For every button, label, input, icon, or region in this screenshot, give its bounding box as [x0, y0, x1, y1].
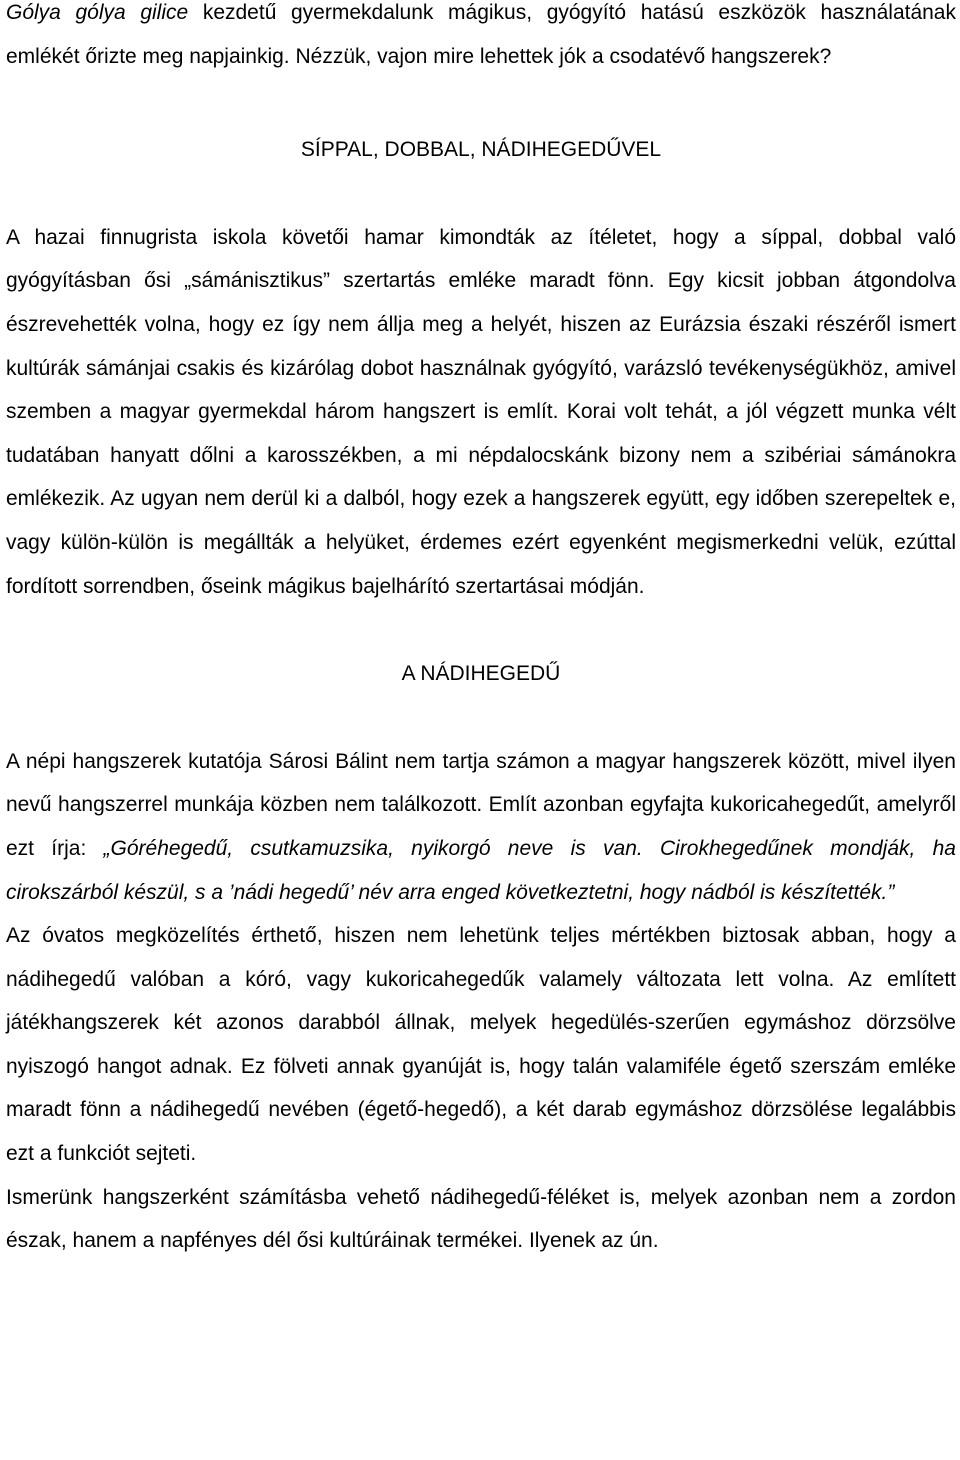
intro-text: kezdetű gyermekdalunk mágikus, gyógyító hatású eszközök használatának emlékét őrizte meg napjainkig. Nézzük, vajon mire lehettek jók a csodatévő hangszerek? [6, 1, 956, 68]
section2-paragraph-2: Az óvatos megközelítés érthető, hiszen nem lehetünk teljes mértékben biztosak abban, hogy a nádihegedű valóban a kóró, vagy kukoricahegedűk valamely változata lett volna. Az említett játékhangszerek két azonos darabból állnak, melyek hegedülés-szerűen egymáshoz dörzsölve nyiszogó hangot adnak. Ez fölveti annak gyanúját is, hogy talán valamiféle égető szerszám emléke maradt fönn a nádihegedű nevében (égető-hegedő), a két darab egymáshoz dörzsölése legalábbis ezt a funkciót sejteti. [6, 924, 956, 1166]
section2-p1-quote: „Góréhegedű, csutkamuzsika, nyikorgó neve is van. Cirokhegedűnek mondják, ha cirokszárból készül, s a ’nádi hegedű’ név arra enged következtetni, hogy nádból is készítették.” [6, 836, 956, 904]
song-title: Gólya gólya gilice [6, 1, 189, 24]
intro-paragraph [6, 0, 956, 78]
section-heading-sippal-dobbal: SÍPPAL, DOBBAL, NÁDIHEGEDŰVEL [300, 138, 662, 162]
section2-p1-text: A népi hangszerek kutatója Sárosi Bálint nem tartja számon a magyar hangszerek között, mivel ilyen nevű hangszerrel munkája közben nem találkozott. Említ azonban egyfajta kukoricahegedűt, amelyről ezt írja: [6, 749, 956, 860]
section-heading-nadihegedu: A NÁDIHEGEDŰ [401, 662, 561, 686]
document-page [6, 0, 956, 1263]
section2-paragraph-3: Ismerünk hangszerként számításba vehető nádihegedű-féléket is, melyek azonban nem a zordon észak, hanem a napfényes dél ősi kultúráinak termékei. Ilyenek az ún. [6, 1185, 956, 1253]
section2-paragraph-1 [6, 740, 956, 914]
section1-paragraph: A hazai finnugrista iskola követői hamar kimondták az ítéletet, hogy a síppal, dobbal való gyógyításban ősi „sámánisztikus” szertartás emléke maradt fönn. Egy kicsit jobban átgondolva észrevehették volna, hogy ez így nem állja meg a helyét, hiszen az Eurázsia északi részéről ismert kultúrák sámánjai csakis és kizárólag dobot használnak gyógyító, varázsló tevékenységükhöz, amivel szemben a magyar gyermekdal három hangszert is említ. Korai volt tehát, a jól végzett munka vélt tudatában hanyatt dőlni a karosszékben, a mi népdalocskánk bizony nem a szibériai sámánokra emlékezik. Az ugyan nem derül ki a dalból, hogy ezek a hangszerek együtt, egy időben szerepeltek e, vagy külön-külön is megállták a helyüket, érdemes ezért egyenként megismerkedni velük, ezúttal fordított sorrendben, őseink mágikus bajelhárító szertartásai módján. [6, 225, 956, 598]
